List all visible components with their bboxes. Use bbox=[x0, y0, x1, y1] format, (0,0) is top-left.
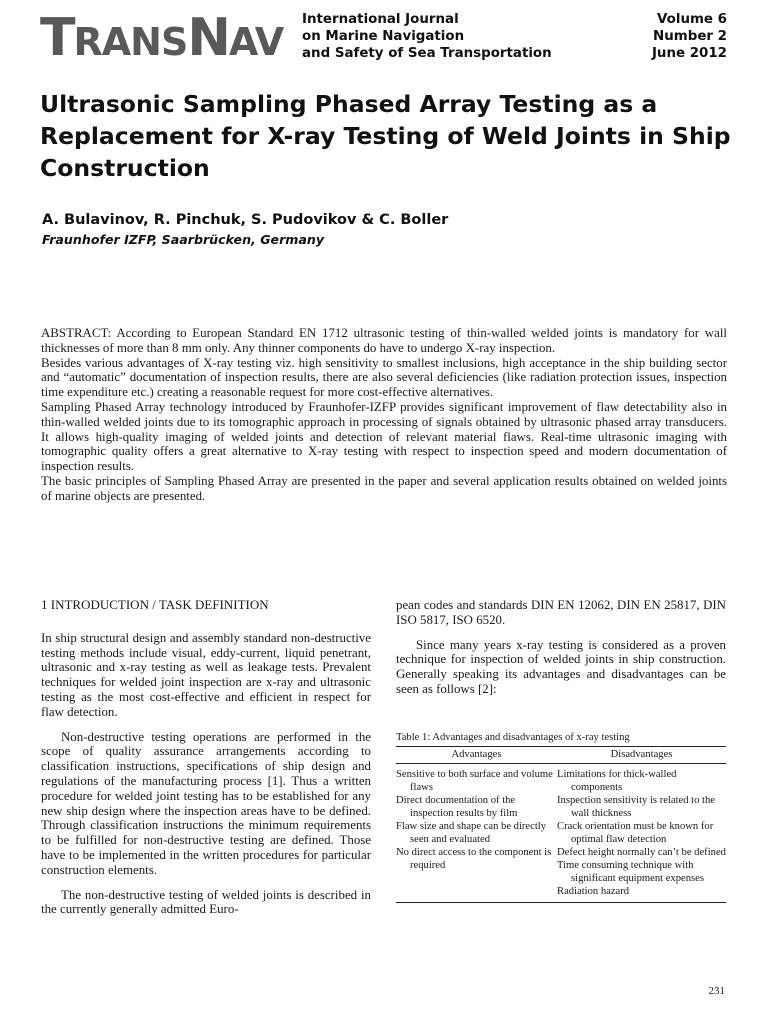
page-number: 231 bbox=[708, 985, 725, 997]
issue-info bbox=[652, 11, 727, 62]
body-paragraph: The non-destructive testing of welded joints is described in the currently generally admitted Euro- bbox=[41, 887, 371, 917]
table-header: Disadvantages bbox=[557, 747, 726, 764]
transnav-logo bbox=[40, 8, 284, 68]
number: Number 2 bbox=[653, 29, 727, 44]
logo-letter: N bbox=[187, 8, 229, 68]
advantage-item: Direct documentation of the inspection results by film bbox=[396, 795, 518, 819]
disadvantage-item: Inspection sensitivity is related to the wall thickness bbox=[557, 795, 715, 819]
advantages-table bbox=[396, 746, 726, 903]
volume: Volume 6 bbox=[657, 12, 727, 27]
abstract-paragraph: Sampling Phased Array technology introduced by Fraunhofer-IZFP provides significant improvement of flaw detectability also in thin-walled welded joints due to its tomographic approach in processing of signals obtained by ultrasonic phased array transducers. It allows high-quality imaging of welded joints and detection of relevant material flaws. Real-time ultrasonic imaging with tomographic quality offers a great alternative to X-ray testing with respect to inspection speed and modern documentation of inspection results. bbox=[41, 399, 727, 474]
disadvantage-item: Crack orientation must be known for optimal flaw detection bbox=[557, 821, 714, 845]
logo-letter: T bbox=[40, 8, 74, 68]
table-header: Advantages bbox=[396, 747, 557, 764]
logo-letter: RANS bbox=[73, 20, 188, 64]
advantage-item: No direct access to the component is required bbox=[396, 847, 552, 871]
left-column bbox=[41, 598, 371, 917]
table-1 bbox=[396, 731, 726, 903]
advantage-item: Sensitive to both surface and volume flaws bbox=[396, 769, 553, 793]
disadvantage-item: Radiation hazard bbox=[557, 886, 630, 897]
abstract-paragraph: The basic principles of Sampling Phased Array are presented in the paper and several application results obtained on welded joints of marine objects are presented. bbox=[41, 473, 727, 503]
journal-name bbox=[302, 11, 552, 62]
logo-letter: AV bbox=[228, 20, 284, 64]
paper-title: Ultrasonic Sampling Phased Array Testing as a Replacement for X-ray Testing of Weld Joints in Ship Construction bbox=[40, 90, 731, 182]
disadvantage-item: Time consuming technique with significant equipment expenses bbox=[557, 860, 704, 884]
advantages-cell bbox=[396, 764, 557, 903]
date: June 2012 bbox=[651, 46, 727, 61]
affiliation: Fraunhofer IZFP, Saarbrücken, Germany bbox=[42, 232, 325, 247]
disadvantages-cell bbox=[557, 764, 726, 903]
body-paragraph: pean codes and standards DIN EN 12062, DIN EN 25817, DIN ISO 5817, ISO 6520. bbox=[396, 598, 726, 627]
abstract-paragraph: Besides various advantages of X-ray testing viz. high sensitivity to smallest inclusions, high acceptance in the ship building sector and “automatic” documentation of inspection results, there are also several deficiencies (like radiation protection issues, inspection time expenditure etc.) creating a reasonable request for more cost-effective alternatives. bbox=[41, 355, 727, 400]
body-paragraph: Non-destructive testing operations are performed in the scope of quality assurance arrangements according to classification instructions, specifications of ship design and regulations of the manufacturing process [1]. Thus a written procedure for welded joint testing has to be established for any new ship design where the inspection areas have to be defined. Through classification instructions the minimum requirements to be fulfilled for non-destructive testing are defined. Those have to be implemented in the written procedures for particular construction elements. bbox=[41, 729, 371, 877]
body-paragraph: Since many years x-ray testing is considered as a proven technique for inspection of welded joints in ship construction. Generally speaking its advantages and disadvantages can be seen as follows [2]: bbox=[396, 637, 726, 696]
journal-line: on Marine Navigation bbox=[302, 29, 465, 44]
table-row bbox=[396, 764, 726, 903]
journal-line: and Safety of Sea Transportation bbox=[302, 46, 552, 61]
table-caption: Table 1: Advantages and disadvantages of x-ray testing bbox=[396, 732, 630, 743]
body-paragraph: In ship structural design and assembly standard non-destructive testing methods include visual, eddy-current, liquid penetrant, ultrasonic and x-ray testing as well as leakage tests. Prevalent techniques for welded joint inspection are x-ray and ultrasonic testing as the most cost-effective and efficient in respect for flaw detection. bbox=[41, 630, 371, 719]
abstract-paragraph: ABSTRACT: According to European Standard EN 1712 ultrasonic testing of thin-walled welded joints is mandatory for wall thicknesses of more than 8 mm only. Any thinner components do have to undergo X-ray inspection. bbox=[41, 326, 727, 355]
right-column bbox=[396, 598, 726, 697]
abstract bbox=[41, 326, 727, 504]
disadvantage-item: Limitations for thick-walled components bbox=[557, 769, 677, 793]
authors: A. Bulavinov, R. Pinchuk, S. Pudovikov & C. Boller bbox=[42, 212, 449, 228]
journal-line: International Journal bbox=[302, 12, 459, 27]
disadvantage-item: Defect height normally can’t be defined bbox=[557, 847, 726, 858]
advantage-item: Flaw size and shape can be directly seen and evaluated bbox=[396, 821, 547, 845]
section-heading: 1 INTRODUCTION / TASK DEFINITION bbox=[41, 597, 269, 612]
